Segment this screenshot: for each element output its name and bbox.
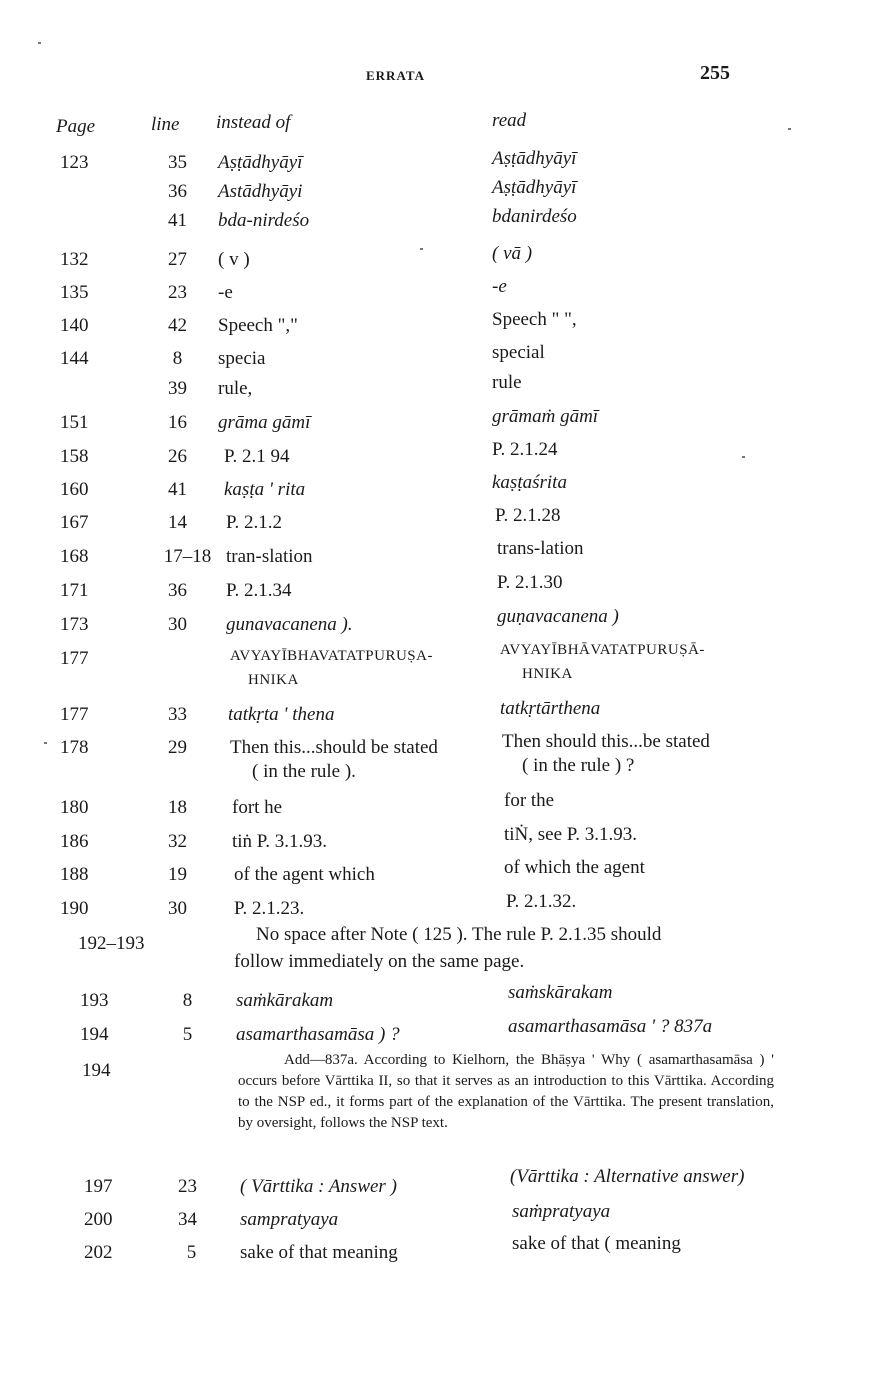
- row-line: 8: [182, 990, 193, 1011]
- row-page: 151: [60, 412, 89, 433]
- row-instead: bda-nirdeśo: [218, 210, 310, 231]
- row-instead: rule,: [218, 378, 253, 399]
- row-instead: -e: [218, 282, 233, 303]
- running-head: ERRATA: [366, 68, 425, 83]
- errata-row: [0, 406, 894, 446]
- row-instead: kaṣṭa ' rita: [224, 479, 306, 500]
- row-line: 5: [182, 1024, 193, 1045]
- row-page: 135: [60, 282, 89, 303]
- row-read: tiṄ, see P. 3.1.93.: [504, 824, 637, 845]
- row-read: (Vārttika : Alternative answer): [510, 1166, 745, 1187]
- row-read-cont: HNIKA: [522, 666, 573, 682]
- row-line: 41: [168, 479, 187, 500]
- row-read: P. 2.1.24: [492, 439, 558, 460]
- errata-row: [0, 538, 894, 580]
- note-194-page: 194: [82, 1060, 111, 1081]
- scan-speck: [742, 456, 745, 458]
- row-line: 36: [168, 181, 187, 202]
- row-line: 33: [168, 704, 187, 725]
- row-line: 14: [168, 512, 187, 533]
- row-instead: Aṣṭādhyāyī: [218, 152, 303, 173]
- row-line: 19: [168, 864, 187, 885]
- row-line: 34: [178, 1209, 197, 1230]
- row-read: AVYAYĪBHĀVATATPURUṢĀ-: [500, 642, 705, 658]
- page-number: 255: [700, 62, 730, 84]
- row-page: 140: [60, 315, 89, 336]
- row-page: 167: [60, 512, 89, 533]
- scan-speck: [44, 742, 47, 744]
- row-instead: of the agent which: [234, 864, 375, 885]
- errata-row: [0, 342, 894, 382]
- errata-row: [0, 606, 894, 648]
- row-page: 177: [60, 704, 89, 725]
- row-instead: AVYAYĪBHAVATATPURUṢA-: [230, 648, 433, 664]
- row-page: 200: [84, 1209, 113, 1230]
- row-instead: P. 2.1.23.: [234, 898, 305, 919]
- row-line: 18: [168, 797, 187, 818]
- row-line: 35: [168, 152, 187, 173]
- row-instead: tatkṛta ' thena: [228, 704, 335, 725]
- row-page: 132: [60, 249, 89, 270]
- row-read-cont: ( in the rule ) ?: [522, 755, 635, 776]
- row-read: ( vā ): [492, 243, 533, 264]
- row-line: 23: [168, 282, 187, 303]
- row-read: P. 2.1.30: [497, 572, 563, 593]
- row-read: rule: [492, 372, 522, 393]
- column-header-line: line: [151, 114, 180, 135]
- row-instead: P. 2.1.2: [226, 512, 282, 533]
- errata-row: [0, 309, 894, 349]
- row-read: guṇavacanena ): [497, 606, 619, 627]
- errata-row: [0, 572, 894, 614]
- errata-row: [0, 790, 894, 831]
- row-instead: asamarthasamāsa ) ?: [236, 1024, 400, 1045]
- column-header-instead-of: instead of: [216, 112, 291, 133]
- errata-row: [0, 642, 894, 692]
- row-page: 202: [84, 1242, 113, 1263]
- errata-row: [0, 505, 894, 546]
- note-line-1: No space after Note ( 125 ). The rule P. 2.1.35 should: [256, 924, 662, 945]
- row-read: for the: [504, 790, 555, 811]
- row-page: 171: [60, 580, 89, 601]
- row-page: 186: [60, 831, 89, 852]
- row-read: P. 2.1.28: [495, 505, 561, 526]
- row-instead: specia: [218, 348, 266, 369]
- row-line: 29: [168, 737, 187, 758]
- row-instead-cont: ( in the rule ).: [252, 761, 356, 782]
- errata-row: [0, 1233, 894, 1276]
- row-instead: saṁkārakam: [236, 990, 334, 1011]
- errata-row: [0, 372, 894, 412]
- note-line-2: follow immediately on the same page.: [234, 951, 525, 972]
- row-instead: gunavacanena ).: [226, 614, 353, 635]
- scan-speck: [38, 42, 41, 44]
- row-page: 158: [60, 446, 89, 467]
- row-read: kaṣṭaśrita: [492, 472, 567, 493]
- row-instead: ( v ): [218, 249, 250, 270]
- errata-row: [0, 472, 894, 513]
- row-page: 190: [60, 898, 89, 919]
- row-instead: grāma gāmī: [218, 412, 311, 433]
- errata-row: [0, 982, 894, 1024]
- errata-row: [0, 276, 894, 316]
- row-instead: fort he: [232, 797, 283, 818]
- row-line: 5: [186, 1242, 197, 1263]
- row-page: 178: [60, 737, 89, 758]
- row-page: 168: [60, 546, 89, 567]
- row-line: 30: [168, 614, 187, 635]
- row-page: 193: [80, 990, 109, 1011]
- row-line: 27: [168, 249, 187, 270]
- row-read: Speech " ",: [492, 309, 577, 330]
- row-read: P. 2.1.32.: [506, 891, 577, 912]
- scan-speck: [788, 128, 791, 130]
- row-line: 17–18: [163, 546, 212, 567]
- row-line: 23: [178, 1176, 197, 1197]
- row-read: Then should this...be stated: [502, 731, 710, 752]
- row-read: -e: [492, 276, 507, 297]
- row-read: asamarthasamāsa ' ? 837a: [508, 1016, 713, 1037]
- column-header-read: read: [492, 110, 527, 131]
- errata-row: [0, 824, 894, 865]
- row-read: sake of that ( meaning: [512, 1233, 681, 1254]
- row-read: of which the agent: [504, 857, 645, 878]
- scan-speck: [420, 248, 423, 250]
- row-line: 41: [168, 210, 187, 231]
- row-read: Aṣṭādhyāyī: [492, 148, 577, 169]
- row-line: 8: [172, 348, 183, 369]
- errata-row: [0, 243, 894, 283]
- row-instead: ( Vārttika : Answer ): [240, 1176, 397, 1197]
- errata-row: [0, 1201, 894, 1243]
- row-line: 32: [168, 831, 187, 852]
- row-line: 42: [168, 315, 187, 336]
- note-194-text: Add—837a. According to Kielhorn, the Bhāṣya ' Why ( asamarthasamāsa ) ' occurs before Vārttika II, so that it serves as an introduction to this Vārttika. According to the NSP ed., it forms part of the explanation of the Vārttika. The present translation, by oversight, follows the NSP text.: [238, 1052, 774, 1131]
- row-instead: tran-slation: [226, 546, 313, 567]
- row-page: 160: [60, 479, 89, 500]
- row-page: 197: [84, 1176, 113, 1197]
- row-instead: tiṅ P. 3.1.93.: [232, 831, 328, 852]
- errata-row: [0, 857, 894, 898]
- row-line: 26: [168, 446, 187, 467]
- errata-row: [0, 1166, 894, 1210]
- row-line: 36: [168, 580, 187, 601]
- row-page: 144: [60, 348, 89, 369]
- row-page: 180: [60, 797, 89, 818]
- row-read: tatkṛtārthena: [500, 698, 601, 719]
- note-page: 192–193: [78, 933, 145, 954]
- row-read: saṁpratyaya: [512, 1201, 611, 1222]
- row-read: special: [492, 342, 545, 363]
- row-read: bdanirdeśo: [492, 206, 577, 227]
- row-instead: Speech ",": [218, 315, 298, 336]
- row-instead: P. 2.1 94: [224, 446, 290, 467]
- errata-row: [0, 698, 894, 738]
- row-page: 188: [60, 864, 89, 885]
- row-line: 30: [168, 898, 187, 919]
- row-instead: Then this...should be stated: [230, 737, 438, 758]
- row-line: 39: [168, 378, 187, 399]
- row-page: 194: [80, 1024, 109, 1045]
- row-instead: sake of that meaning: [240, 1242, 398, 1263]
- errata-row: [0, 206, 894, 244]
- errata-row: [0, 731, 894, 787]
- row-instead: P. 2.1.34: [226, 580, 292, 601]
- row-instead-cont: HNIKA: [248, 672, 299, 688]
- row-page: 123: [60, 152, 89, 173]
- row-read: saṁskārakam: [508, 982, 613, 1003]
- errata-row: [0, 439, 894, 480]
- column-header-page: Page: [56, 116, 96, 137]
- row-read: trans-lation: [497, 538, 584, 559]
- row-instead: sampratyaya: [240, 1209, 339, 1230]
- row-read: Aṣṭādhyāyī: [492, 177, 577, 198]
- row-read: grāmaṁ gāmī: [492, 406, 599, 427]
- row-page: 177: [60, 648, 89, 669]
- row-instead: Astādhyāyi: [218, 181, 303, 202]
- row-line: 16: [168, 412, 187, 433]
- row-page: 173: [60, 614, 89, 635]
